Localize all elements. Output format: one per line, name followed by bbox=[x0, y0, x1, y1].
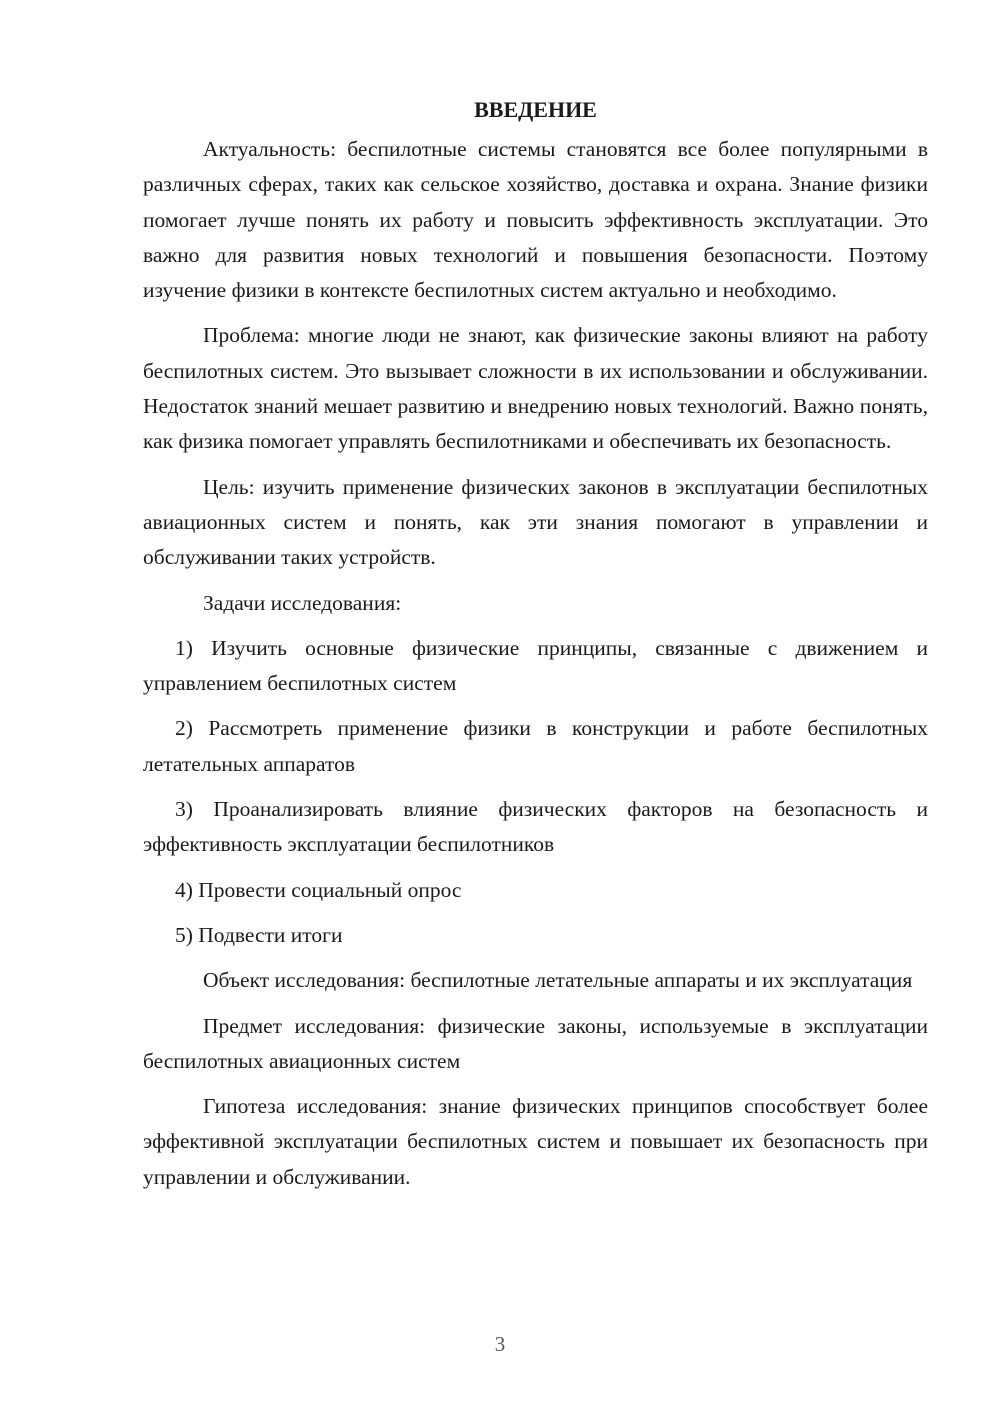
section-title: ВВЕДЕНИЕ bbox=[474, 97, 597, 122]
subject-paragraph: Предмет исследования: физические законы, используемые в эксплуатации беспилотных авиационных систем bbox=[143, 1013, 928, 1073]
goal-paragraph: Цель: изучить применение физических законов в эксплуатации беспилотных авиационных систем и понять, как эти знания помогают в управлении и обслуживании таких устройств. bbox=[143, 474, 928, 570]
task-item: 2) Рассмотреть применение физики в конструкции и работе беспилотных летательных аппаратов bbox=[143, 716, 928, 776]
hypothesis-paragraph: Гипотеза исследования: знание физических принципов способствует более эффективной эксплуатации беспилотных систем и повышает их безопасность при управлении и обслуживании. bbox=[143, 1094, 928, 1189]
object-paragraph: Объект исследования: беспилотные летательные аппараты и их эксплуатация bbox=[203, 968, 913, 993]
task-item: 5) Подвести итоги bbox=[175, 922, 343, 947]
task-item: 1) Изучить основные физические принципы, связанные с движением и управлением беспилотных систем bbox=[143, 635, 928, 696]
problem-paragraph: Проблема: многие люди не знают, как физические законы влияют на работу беспилотных систем. Это вызывает сложности в их использовании и обслуживании. Недостаток знаний мешает развитию и внедрению новых технологий. Важно понять, как физика помогает управлять беспилотниками и обеспечивать их безопасность. bbox=[143, 323, 928, 454]
tasks-heading: Задачи исследования: bbox=[203, 590, 402, 615]
relevance-paragraph: Актуальность: беспилотные системы становятся все более популярными в различных сферах, таких как сельское хозяйство, доставка и охрана. Знание физики помогает лучше понять их работу и повысить эффективность эксплуатации. Это важно для развития новых технологий и повышения безопасности. Поэтому изучение физики в контексте беспилотных систем актуально и необходимо. bbox=[143, 137, 928, 303]
page-number: 3 bbox=[494, 1332, 506, 1356]
task-item: 3) Проанализировать влияние физических факторов на безопасность и эффективность эксплуатации беспилотников bbox=[143, 797, 928, 857]
task-item: 4) Провести социальный опрос bbox=[175, 877, 462, 902]
